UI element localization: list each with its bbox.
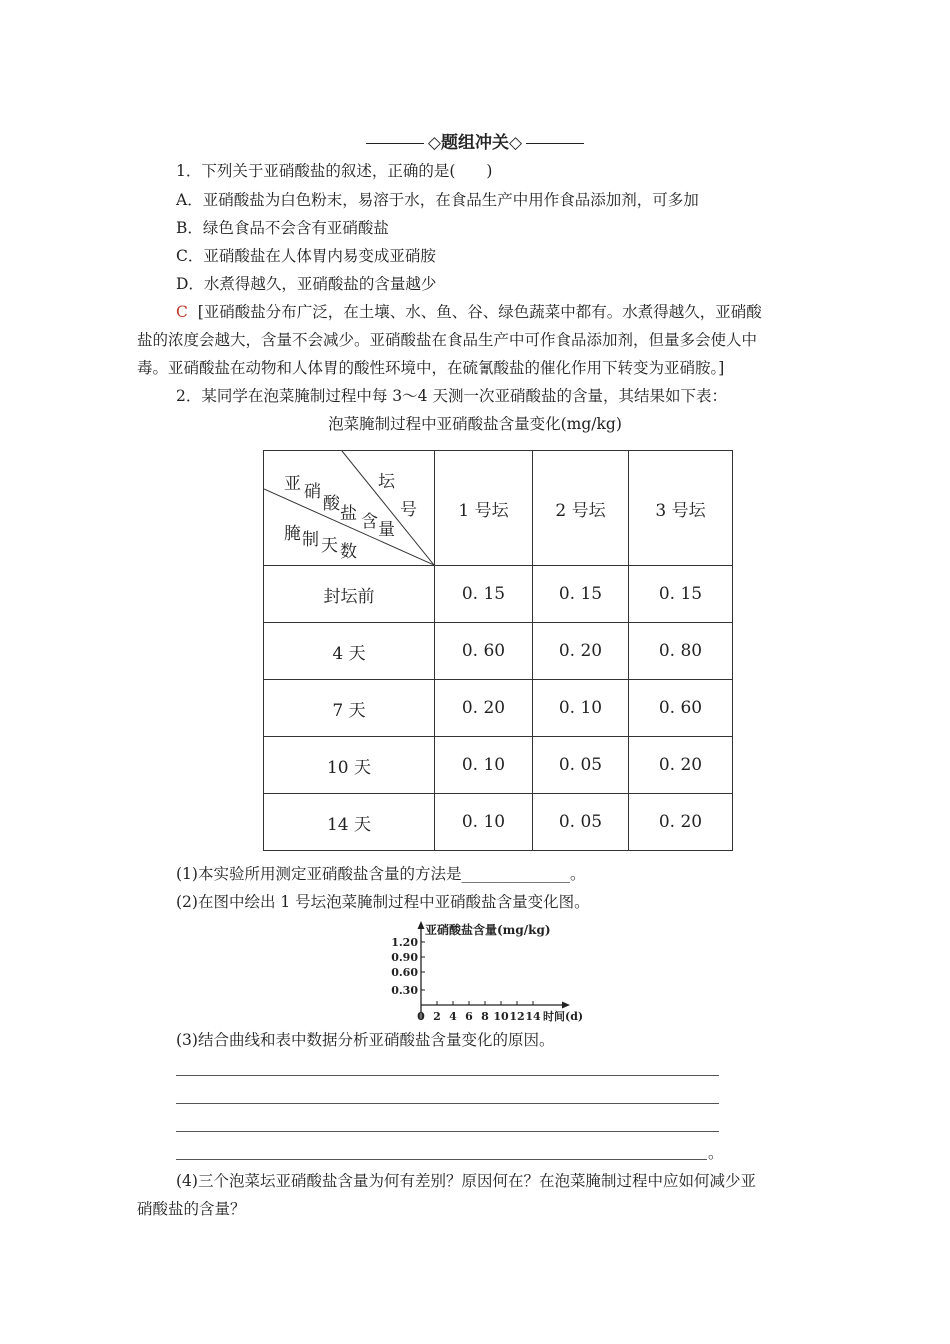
table-cell: 0. 20 [435, 680, 533, 737]
table-row [264, 680, 733, 737]
header-zhi-char: 制 [302, 530, 319, 550]
y-tick-label: 0.90 [391, 951, 418, 964]
header-tan-char: 坛 [378, 472, 395, 492]
empty-graph [380, 920, 610, 1024]
column-header-1: 1 号坛 [435, 451, 533, 566]
table-cell: 0. 80 [629, 623, 733, 680]
row-label: 7 天 [264, 680, 435, 737]
table-cell: 0. 20 [629, 794, 733, 851]
diamond-left-icon: ◇ [427, 133, 441, 153]
q1-option-c: C．亚硝酸盐在人体胃内易变成亚硝胺 [176, 247, 436, 265]
q1-explanation-line-3: 毒。亚硝酸盐在动物和人体胃的酸性环境中，在硫氰酸盐的催化作用下转变为亚硝胺。] [137, 359, 725, 377]
table-cell: 0. 05 [533, 794, 629, 851]
header-ya-char: 亚 [284, 474, 301, 494]
answer-line [176, 1131, 719, 1132]
x-tick-label: 6 [465, 1010, 473, 1023]
answer-line [176, 1103, 719, 1104]
y-ticks [391, 936, 425, 997]
answer-line [176, 1075, 719, 1076]
q2-stem: 2．某同学在泡菜腌制过程中每 3～4 天测一次亚硝酸盐的含量，其结果如下表： [176, 387, 727, 405]
table-cell: 0. 10 [533, 680, 629, 737]
table-cell: 0. 60 [629, 680, 733, 737]
q2-sub2: (2)在图中绘出 1 号坛泡菜腌制过程中亚硝酸盐含量变化图。 [176, 893, 590, 911]
column-header-2: 2 号坛 [533, 451, 629, 566]
q1-explanation-line-1 [176, 302, 762, 322]
header-tian-char: 天 [321, 536, 338, 556]
q1-option-a: A．亚硝酸盐为白色粉末，易溶于水，在食品生产中用作食品添加剂，可多加 [176, 191, 699, 209]
answer-line [176, 1159, 707, 1160]
header-yan2-char: 腌 [284, 524, 301, 544]
q1-option-d: D．水煮得越久，亚硝酸盐的含量越少 [176, 275, 437, 293]
x-tick-label: 10 [493, 1010, 509, 1023]
row-label: 4 天 [264, 623, 435, 680]
row-label: 14 天 [264, 794, 435, 851]
q2-sub4-line-2: 硝酸盐的含量？ [137, 1200, 246, 1218]
table-row [264, 737, 733, 794]
row-label: 封坛前 [264, 566, 435, 623]
table-row [264, 794, 733, 851]
y-tick-label: 0.30 [391, 984, 418, 997]
header-yan-char: 盐 [340, 504, 357, 524]
section-title [0, 128, 950, 153]
q2-sub1: (1)本实验所用测定亚硝酸盐含量的方法是______________。 [176, 865, 586, 883]
table-cell: 0. 20 [533, 623, 629, 680]
x-axis-arrow-icon [562, 1002, 570, 1009]
title-rule-left [366, 143, 424, 144]
table-cell: 0. 60 [435, 623, 533, 680]
table-row [264, 566, 733, 623]
q1-option-b: B．绿色食品不会含有亚硝酸盐 [176, 219, 389, 237]
y-axis-title: 亚硝酸盐含量(mg/kg) [425, 923, 551, 937]
q1-explanation-line-2: 盐的浓度会越大，含量不会减少。亚硝酸盐在食品生产中可作食品添加剂，但量多会使人中 [137, 331, 758, 349]
table-cell: 0. 15 [435, 566, 533, 623]
diamond-right-icon: ◇ [509, 133, 523, 153]
header-xiao-char: 硝 [304, 482, 321, 502]
table-header-row [264, 451, 733, 566]
table-row [264, 623, 733, 680]
x-axis-title: 时间(d) [543, 1010, 584, 1023]
x-tick-label: 14 [525, 1010, 541, 1023]
q2-sub4-line-1: (4)三个泡菜坛亚硝酸盐含量为何有差别？原因何在？在泡菜腌制过程中应如何减少亚 [176, 1172, 756, 1190]
table-cell: 0. 05 [533, 737, 629, 794]
x-tick-label: 8 [481, 1010, 489, 1023]
title-rule-right [526, 143, 584, 144]
row-label: 10 天 [264, 737, 435, 794]
table-caption: 泡菜腌制过程中亚硝酸盐含量变化(mg/kg) [328, 415, 622, 433]
header-hao-char: 号 [400, 500, 417, 520]
x-tick-label: 4 [449, 1010, 457, 1023]
section-title-text: 题组冲关 [441, 133, 509, 153]
table-cell: 0. 10 [435, 794, 533, 851]
q1-answer-letter: C [176, 303, 188, 321]
x-tick-label: 0 [417, 1010, 425, 1023]
y-tick-label: 1.20 [391, 936, 418, 949]
nitrite-table [263, 450, 733, 851]
y-tick-label: 0.60 [391, 966, 418, 979]
diagonal-header-cell [264, 451, 435, 566]
header-suan-char: 酸 [323, 494, 340, 514]
x-tick-label: 12 [509, 1010, 525, 1023]
header-han-char: 含 [361, 512, 378, 532]
x-tick-label: 2 [433, 1010, 441, 1023]
header-liang-char: 量 [378, 520, 395, 540]
x-ticks [417, 1001, 541, 1023]
q2-sub3: (3)结合曲线和表中数据分析亚硝酸盐含量变化的原因。 [176, 1031, 555, 1049]
q1-stem: 1．下列关于亚硝酸盐的叙述，正确的是( ) [176, 162, 493, 180]
table-cell: 0. 10 [435, 737, 533, 794]
table-cell: 0. 20 [629, 737, 733, 794]
table-cell: 0. 15 [629, 566, 733, 623]
table-cell: 0. 15 [533, 566, 629, 623]
y-axis-arrow-icon [418, 921, 425, 929]
q1-explanation-text-1: [亚硝酸盐分布广泛，在土壤、水、鱼、谷、绿色蔬菜中都有。水煮得越久，亚硝酸 [197, 303, 762, 321]
answer-period: 。 [708, 1144, 724, 1162]
header-shu-char: 数 [340, 542, 357, 562]
column-header-3: 3 号坛 [629, 451, 733, 566]
